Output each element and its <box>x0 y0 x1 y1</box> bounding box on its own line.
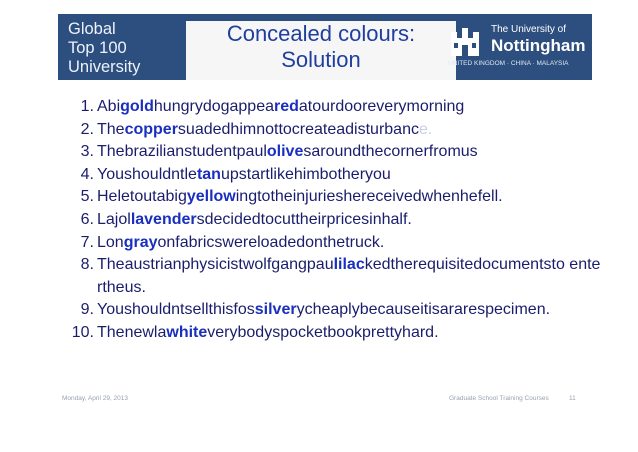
hidden-colour: white <box>166 323 208 341</box>
list-item <box>64 141 604 164</box>
list-item <box>64 232 604 255</box>
item-number: 5. <box>80 188 94 206</box>
item-text <box>97 234 384 251</box>
item-text-post: hungrydogappea <box>153 98 274 115</box>
hidden-colour: copper <box>124 120 178 138</box>
item-text <box>97 98 464 115</box>
list-item <box>64 119 604 142</box>
item-text <box>97 254 604 299</box>
list-item <box>64 254 604 299</box>
list-item <box>64 299 604 322</box>
list-item <box>64 96 604 119</box>
item-text-faint: e. <box>418 120 433 138</box>
item-text-post: saroundthecornerfromus <box>303 143 478 161</box>
hidden-colour: olive <box>266 143 304 161</box>
item-text <box>97 211 412 228</box>
title-line: Concealed colours: <box>226 21 416 46</box>
list-item <box>64 186 604 209</box>
item-text-pre: Theaustrianphysicistwolfgangpau <box>97 256 334 274</box>
hidden-colour: gold <box>120 98 154 115</box>
item-text-pre: Heletoutabig <box>97 188 187 206</box>
slide-title <box>186 21 456 80</box>
hidden-colour: lilac <box>333 256 365 274</box>
hidden-colour: silver <box>254 301 297 319</box>
university-name-line1: The University of <box>491 24 567 35</box>
item-text-pre: The <box>97 120 125 138</box>
university-name-line2: Nottingham <box>491 36 586 55</box>
item-number: 3. <box>80 143 94 161</box>
item-number: 10. <box>71 323 94 341</box>
ranking-line: Global <box>68 20 116 38</box>
item-text-post: kedtherequisitedocumentsto entertheus. <box>97 256 601 296</box>
item-text-post: upstartlikehimbotheryou <box>220 165 391 183</box>
item-number: 6. <box>80 210 94 228</box>
page-number: 11 <box>569 395 576 402</box>
item-text-post: atourdooreverymorning <box>298 98 465 115</box>
solution-list <box>64 96 604 345</box>
item-text-post: ycheaplybecauseitisararespecimen. <box>296 301 551 319</box>
item-number: 8. <box>80 256 94 274</box>
item-text <box>97 166 391 183</box>
item-number: 1. <box>80 98 94 115</box>
hidden-colour: tan <box>196 165 221 183</box>
item-text <box>97 188 503 205</box>
footer-date: Monday, April 29, 2013 <box>62 395 129 402</box>
item-number: 7. <box>80 233 94 251</box>
item-text <box>97 143 478 160</box>
item-text-pre: Abi <box>97 98 121 115</box>
item-text <box>97 121 432 138</box>
hidden-colour: lavender <box>130 210 197 228</box>
item-text-post: onfabricswereloadedonthetruck. <box>157 233 385 251</box>
item-text-pre: Lajol <box>97 210 131 228</box>
hidden-colour: gray <box>123 233 158 251</box>
item-text-pre: Thenewla <box>97 323 167 341</box>
hidden-colour: red <box>274 98 299 115</box>
item-text-post: ingtotheinjurieshereceivedwhenhefell. <box>235 188 503 206</box>
item-number: 9. <box>80 301 94 319</box>
university-tagline: UNITED KINGDOM · CHINA · MALAYSIA <box>448 60 569 67</box>
ranking-line: University <box>68 58 141 76</box>
item-text <box>97 324 439 341</box>
list-item <box>64 322 604 345</box>
item-text-pre: Youshouldntsellthisfos <box>97 301 255 319</box>
item-number: 2. <box>80 120 94 138</box>
item-text-post: verybodyspocketbookprettyhard. <box>207 323 439 341</box>
item-text-pre: Thebrazilianstudentpaul <box>97 143 267 161</box>
list-item <box>64 209 604 232</box>
university-logo <box>448 24 588 80</box>
item-text-post: sdecidedtocuttheirpricesinhalf. <box>196 210 412 228</box>
item-text-pre: Youshouldntle <box>97 165 197 183</box>
header-banner <box>58 14 592 80</box>
hidden-colour: yellow <box>186 188 236 206</box>
title-line: Solution <box>281 47 361 72</box>
item-text-post: suadedhimnottocreateadisturbanc <box>177 120 419 138</box>
footer-course: Graduate School Training Courses <box>449 395 549 402</box>
item-text-pre: Lon <box>97 233 124 251</box>
ranking-text <box>68 20 140 77</box>
ranking-line: Top 100 <box>68 39 127 57</box>
item-text <box>97 299 604 322</box>
list-item <box>64 164 604 187</box>
item-number: 4. <box>80 165 94 183</box>
university-crest-icon <box>448 26 482 58</box>
